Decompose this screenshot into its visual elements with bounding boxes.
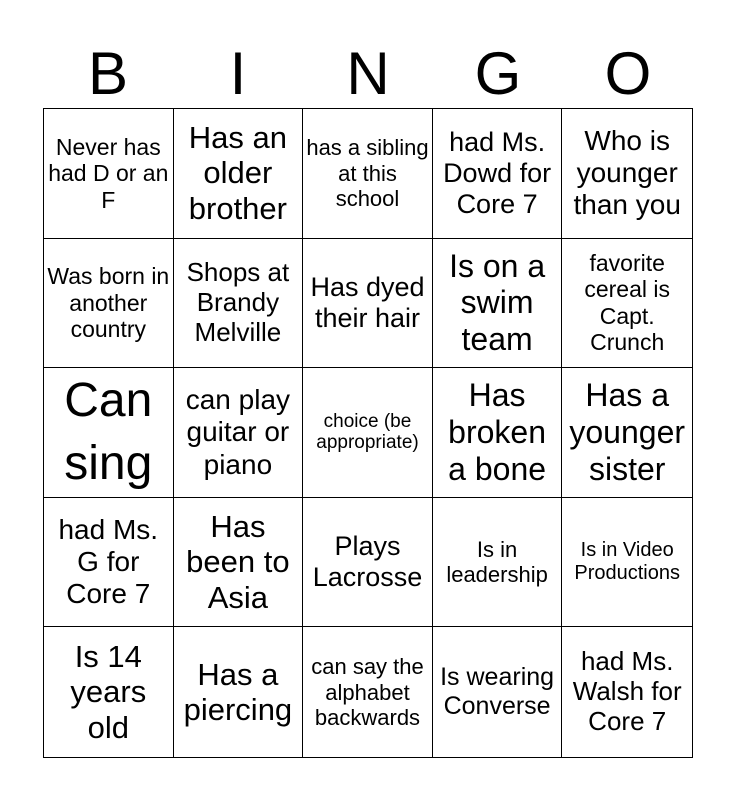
cell-text: Shops at Brandy Melville — [186, 257, 290, 347]
bingo-cell[interactable] — [174, 109, 304, 239]
bingo-cell[interactable] — [174, 368, 304, 498]
cell-text: choice (be appropriate) — [316, 410, 419, 454]
cell-text: Has a younger sister — [569, 377, 686, 487]
bingo-cell[interactable] — [44, 239, 174, 369]
bingo-cell[interactable] — [174, 627, 304, 757]
cell-text: can play guitar or piano — [185, 384, 291, 480]
cell-text: had Ms. Dowd for Core 7 — [443, 126, 552, 219]
bingo-cell[interactable] — [562, 498, 692, 628]
bingo-header — [43, 40, 693, 108]
header-letter-b: B — [87, 40, 129, 107]
cell-text: Is in leadership — [446, 536, 548, 588]
bingo-cell[interactable] — [303, 498, 433, 628]
bingo-cell[interactable] — [562, 627, 692, 757]
cell-text: Never has had D or an F — [48, 133, 169, 213]
cell-text: favorite cereal is Capt. Crunch — [584, 250, 671, 356]
bingo-cell[interactable] — [433, 627, 563, 757]
cell-text: Has an older brother — [188, 119, 287, 227]
bingo-cell[interactable] — [44, 368, 174, 498]
bingo-cell[interactable] — [433, 109, 563, 239]
cell-text: Can sing — [64, 374, 153, 490]
bingo-cell[interactable] — [303, 239, 433, 369]
cell-text: Is 14 years old — [70, 638, 147, 746]
cell-text: Plays Lacrosse — [312, 531, 423, 593]
bingo-cell[interactable] — [174, 498, 304, 628]
cell-text: Is in Video Productions — [574, 539, 680, 585]
bingo-cell[interactable] — [44, 498, 174, 628]
cell-text: Has broken a bone — [448, 377, 547, 487]
bingo-board — [43, 108, 693, 758]
header-letter-g: G — [474, 40, 522, 107]
cell-text: Has a piercing — [183, 656, 293, 728]
cell-text: Was born in another country — [47, 263, 170, 343]
bingo-cell[interactable] — [433, 498, 563, 628]
bingo-cell[interactable] — [562, 109, 692, 239]
cell-text: Has dyed their hair — [310, 271, 425, 333]
bingo-cell[interactable] — [562, 239, 692, 369]
cell-text: Who is younger than you — [573, 125, 681, 221]
cell-text: Is wearing Converse — [440, 663, 555, 721]
header-letter-o: O — [604, 40, 652, 107]
bingo-cell[interactable] — [562, 368, 692, 498]
cell-text: can say the alphabet backwards — [311, 654, 424, 730]
cell-text: had Ms. Walsh for Core 7 — [572, 646, 682, 737]
bingo-cell[interactable] — [303, 368, 433, 498]
bingo-cell[interactable] — [303, 627, 433, 757]
bingo-cell[interactable] — [433, 368, 563, 498]
bingo-cell[interactable] — [44, 627, 174, 757]
bingo-cell[interactable] — [174, 239, 304, 369]
cell-text: Is on a swim team — [449, 247, 546, 358]
cell-text: has a sibling at this school — [306, 135, 429, 211]
header-letter-i: I — [229, 40, 247, 107]
cell-text: Has been to Asia — [186, 508, 290, 615]
bingo-cell[interactable] — [303, 109, 433, 239]
header-letter-n: N — [346, 40, 390, 107]
cell-text: had Ms. G for Core 7 — [58, 513, 159, 610]
bingo-cell[interactable] — [433, 239, 563, 369]
bingo-cell[interactable] — [44, 109, 174, 239]
